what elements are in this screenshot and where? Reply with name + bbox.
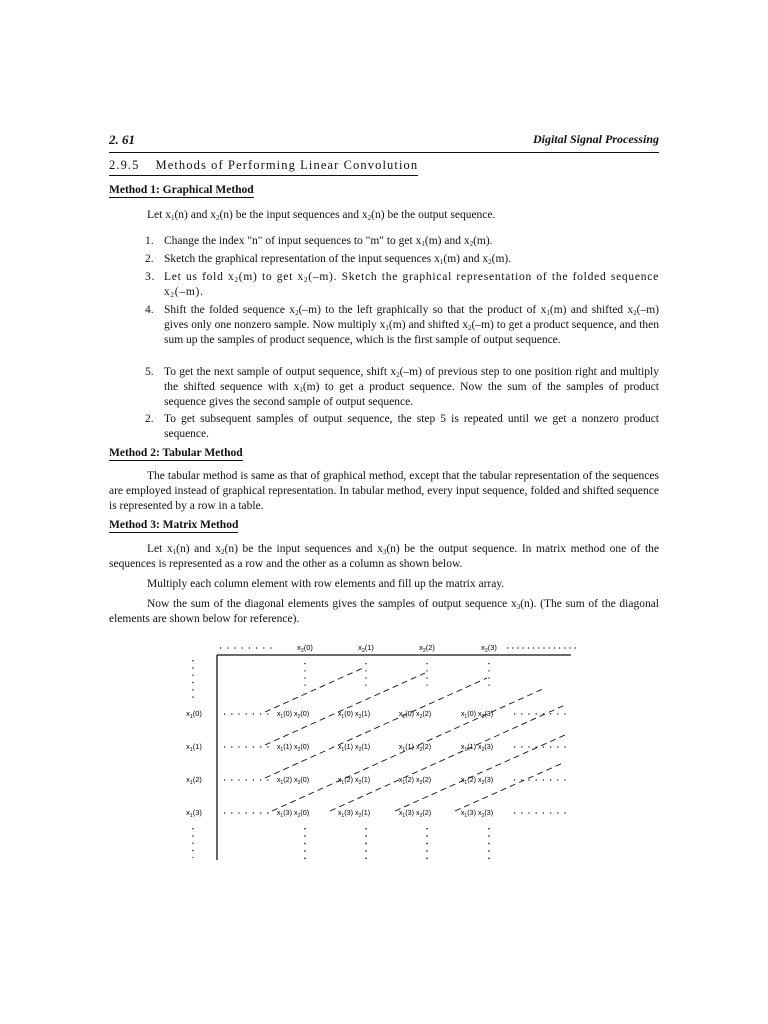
step-number: 2. bbox=[145, 253, 154, 265]
matrix-cell: $x_1(3)$ $x_2(1)$ bbox=[337, 808, 371, 819]
matrix-cell: $x_1(1)$ $x_2(3)$ bbox=[460, 742, 494, 753]
matrix-cell: $x_1(2)$ $x_2(1)$ bbox=[337, 775, 371, 786]
method2-text: The tabular method is same as that of graphical method, except that the tabular representation of the sequences are employed instead of graphical representation. In tabular method, every input sequence, folded and shifted sequence is represented by a row in a table. bbox=[109, 470, 659, 512]
matrix-labels bbox=[186, 643, 497, 819]
matrix-cell: $x_1(1)$ $x_2(2)$ bbox=[398, 742, 432, 753]
section-number: 2.9.5 bbox=[109, 158, 140, 172]
matrix-cell: $x_1(0)$ $x_2(0)$ bbox=[276, 709, 310, 720]
step-text: Sketch the graphical representation of the input sequences $x_1(m)$ and $x_2(m)$. bbox=[164, 253, 512, 266]
column-header: $x_2(1)$ bbox=[358, 643, 374, 654]
column-header: $x_2(3)$ bbox=[481, 643, 497, 654]
method2-heading: Method 2: Tabular Method bbox=[109, 447, 243, 459]
method1-heading: Method 1: Graphical Method bbox=[109, 184, 254, 196]
step-number: 4. bbox=[145, 304, 154, 316]
step-text: To get the next sample of output sequence, shift $x_2(-m)$ of previous step to one position right and multiply the shifted sequence with $x_1(m)$ to get a product sequence. Now the sum of the samples of product sequence gives the second sample of output sequence. bbox=[164, 366, 660, 408]
matrix-cell: $x_1(3)$ $x_2(2)$ bbox=[398, 808, 432, 819]
step-text: Shift the folded sequence $x_2(-m)$ to the left graphically so that the product of $x_1(m)$ and shifted $x_2(-m)$ gives only one nonzero sample. Now multiply $x_1(m)$ and shifted $x_2(-m)$ to get a product sequence, and then sum up the samples of product sequence, which is the first sample of output sequence. bbox=[164, 304, 659, 346]
matrix-cell: $x_1(2)$ $x_2(0)$ bbox=[276, 775, 310, 786]
matrix-axes bbox=[193, 648, 578, 860]
row-header: $x_1(0)$ bbox=[186, 709, 202, 720]
step-number: 5. bbox=[145, 366, 154, 378]
matrix-cell: $x_1(2)$ $x_2(3)$ bbox=[460, 775, 494, 786]
row-header: $x_1(2)$ bbox=[186, 775, 202, 786]
book-title: Digital Signal Processing bbox=[532, 132, 659, 146]
matrix-cell: $x_1(0)$ $x_2(3)$ bbox=[460, 709, 494, 720]
step-number: 3. bbox=[145, 271, 156, 283]
step-text: To get subsequent samples of output sequence, the step 5 is repeated until we get a nonzero product sequence. bbox=[164, 413, 659, 440]
step-text: Let us fold $x_2(m)$ to get $x_2(-m)$. Sketch the graphical representation of the folded sequence $x_2(-m)$. bbox=[164, 271, 659, 299]
method3-p1-text: Let $x_1(n)$ and $x_2(n)$ be the input sequences and $x_3(n)$ be the output sequence. In matrix method one of the sequences is represented as a row and the other as a column as shown below. bbox=[109, 543, 659, 570]
page-number: 2. 61 bbox=[109, 132, 135, 147]
matrix-cell: $x_1(1)$ $x_2(0)$ bbox=[276, 742, 310, 753]
matrix-cell: $x_1(3)$ $x_2(3)$ bbox=[460, 808, 494, 819]
matrix-cell: $x_1(3)$ $x_2(0)$ bbox=[276, 808, 310, 819]
step-text: Change the index "n" of input sequences to "m" to get $x_1(m)$ and $x_2(m)$. bbox=[164, 235, 493, 248]
matrix-cell: $x_1(1)$ $x_2(1)$ bbox=[337, 742, 371, 753]
matrix-cell: $x_1(2)$ $x_2(2)$ bbox=[398, 775, 432, 786]
diagonal-guides bbox=[265, 668, 565, 811]
method3-heading: Method 3: Matrix Method bbox=[109, 519, 239, 531]
section-title: Methods of Performing Linear Convolution bbox=[155, 158, 419, 172]
step-number: 1. bbox=[145, 235, 154, 247]
step-number: 2. bbox=[145, 413, 154, 425]
method1-intro-text: Let $x_1(n)$ and $x_2(n)$ be the input sequences and $x_2(n)$ be the output sequence. bbox=[147, 209, 496, 222]
method3-paragraph-2: Multiply each column element with row elements and fill up the matrix array. bbox=[147, 578, 505, 590]
column-header: $x_2(0)$ bbox=[297, 643, 313, 654]
column-header: $x_2(2)$ bbox=[419, 643, 435, 654]
row-header: $x_1(1)$ bbox=[186, 742, 202, 753]
method3-p3-text: Now the sum of the diagonal elements gives the samples of output sequence $x_3(n)$. (The sum of the diagonal elements are shown below for reference). bbox=[109, 598, 659, 625]
matrix-cell: $x_1(0)$ $x_2(2)$ bbox=[398, 709, 432, 720]
row-header: $x_1(3)$ bbox=[186, 808, 202, 819]
matrix-cell: $x_1(0)$ $x_2(1)$ bbox=[337, 709, 371, 720]
